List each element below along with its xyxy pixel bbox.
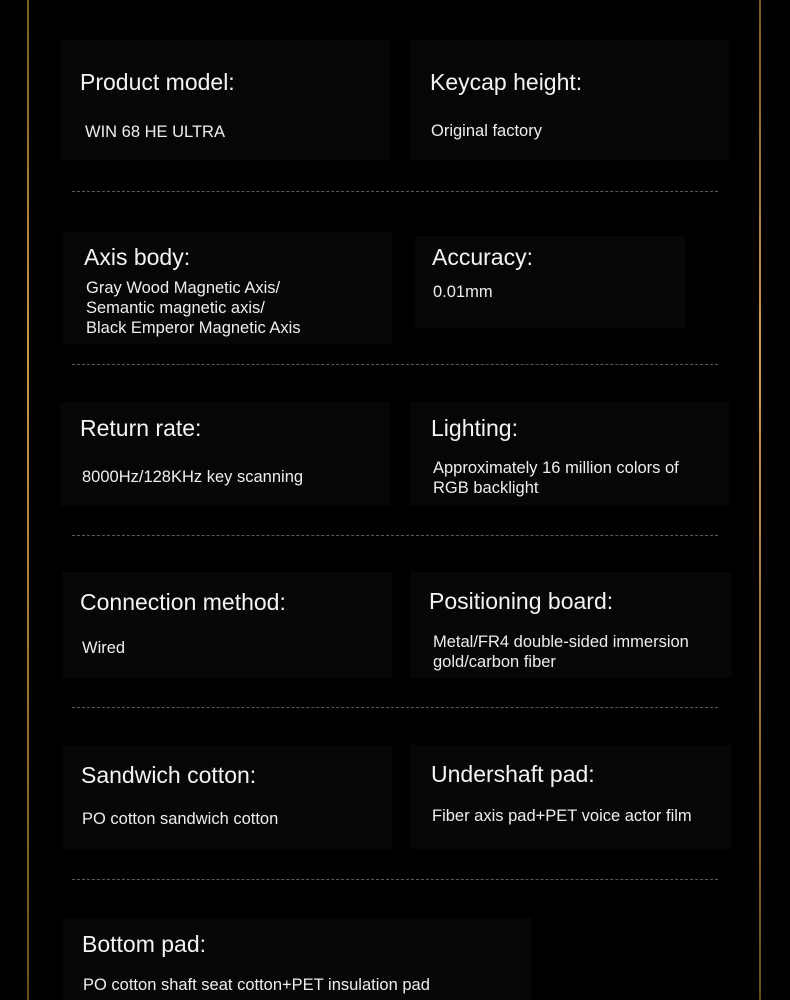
spec-label-connection-method: Connection method: <box>80 589 286 615</box>
spec-label-return-rate: Return rate: <box>80 415 202 441</box>
spec-value-positioning-board-line-1: Metal/FR4 double-sided immersion <box>433 633 689 651</box>
spec-label-positioning-board: Positioning board: <box>429 588 614 614</box>
spec-value-lighting-line-1: Approximately 16 million colors of <box>433 459 679 477</box>
spec-value-undershaft-pad: Fiber axis pad+PET voice actor film <box>432 807 692 825</box>
spec-label-sandwich-cotton: Sandwich cotton: <box>81 762 257 788</box>
divider-2 <box>72 364 718 365</box>
spec-label-bottom-pad: Bottom pad: <box>82 931 207 957</box>
divider-3 <box>72 535 718 536</box>
spec-value-bottom-pad: PO cotton shaft seat cotton+PET insulation pad <box>83 976 430 994</box>
spec-label-lighting: Lighting: <box>431 415 518 441</box>
divider-1 <box>72 191 718 192</box>
spec-panel-2 <box>410 40 730 160</box>
spec-value-connection-method: Wired <box>82 639 126 657</box>
spec-value-axis-body-line-1: Gray Wood Magnetic Axis/ <box>86 279 281 297</box>
spec-value-sandwich-cotton: PO cotton sandwich cotton <box>82 810 279 828</box>
gold-frame-left <box>27 0 29 1000</box>
spec-value-keycap-height: Original factory <box>431 122 542 140</box>
spec-value-axis-body-line-3: Black Emperor Magnetic Axis <box>86 319 301 337</box>
spec-label-axis-body: Axis body: <box>84 244 191 270</box>
spec-label-accuracy: Accuracy: <box>432 244 533 270</box>
spec-label-undershaft-pad: Undershaft pad: <box>431 761 595 787</box>
gold-frame-right <box>759 0 761 1000</box>
spec-label-keycap-height: Keycap height: <box>430 69 583 95</box>
divider-4 <box>72 707 718 708</box>
spec-value-product-model: WIN 68 HE ULTRA <box>85 123 225 141</box>
spec-value-return-rate: 8000Hz/128KHz key scanning <box>82 468 304 486</box>
spec-label-product-model: Product model: <box>80 69 235 95</box>
spec-value-accuracy: 0.01mm <box>433 283 493 301</box>
spec-value-lighting-line-2: RGB backlight <box>433 479 539 497</box>
spec-value-positioning-board-line-2: gold/carbon fiber <box>433 653 556 671</box>
spec-panel-1 <box>60 40 390 160</box>
spec-value-axis-body-line-2: Semantic magnetic axis/ <box>86 299 265 317</box>
divider-5 <box>72 879 718 880</box>
